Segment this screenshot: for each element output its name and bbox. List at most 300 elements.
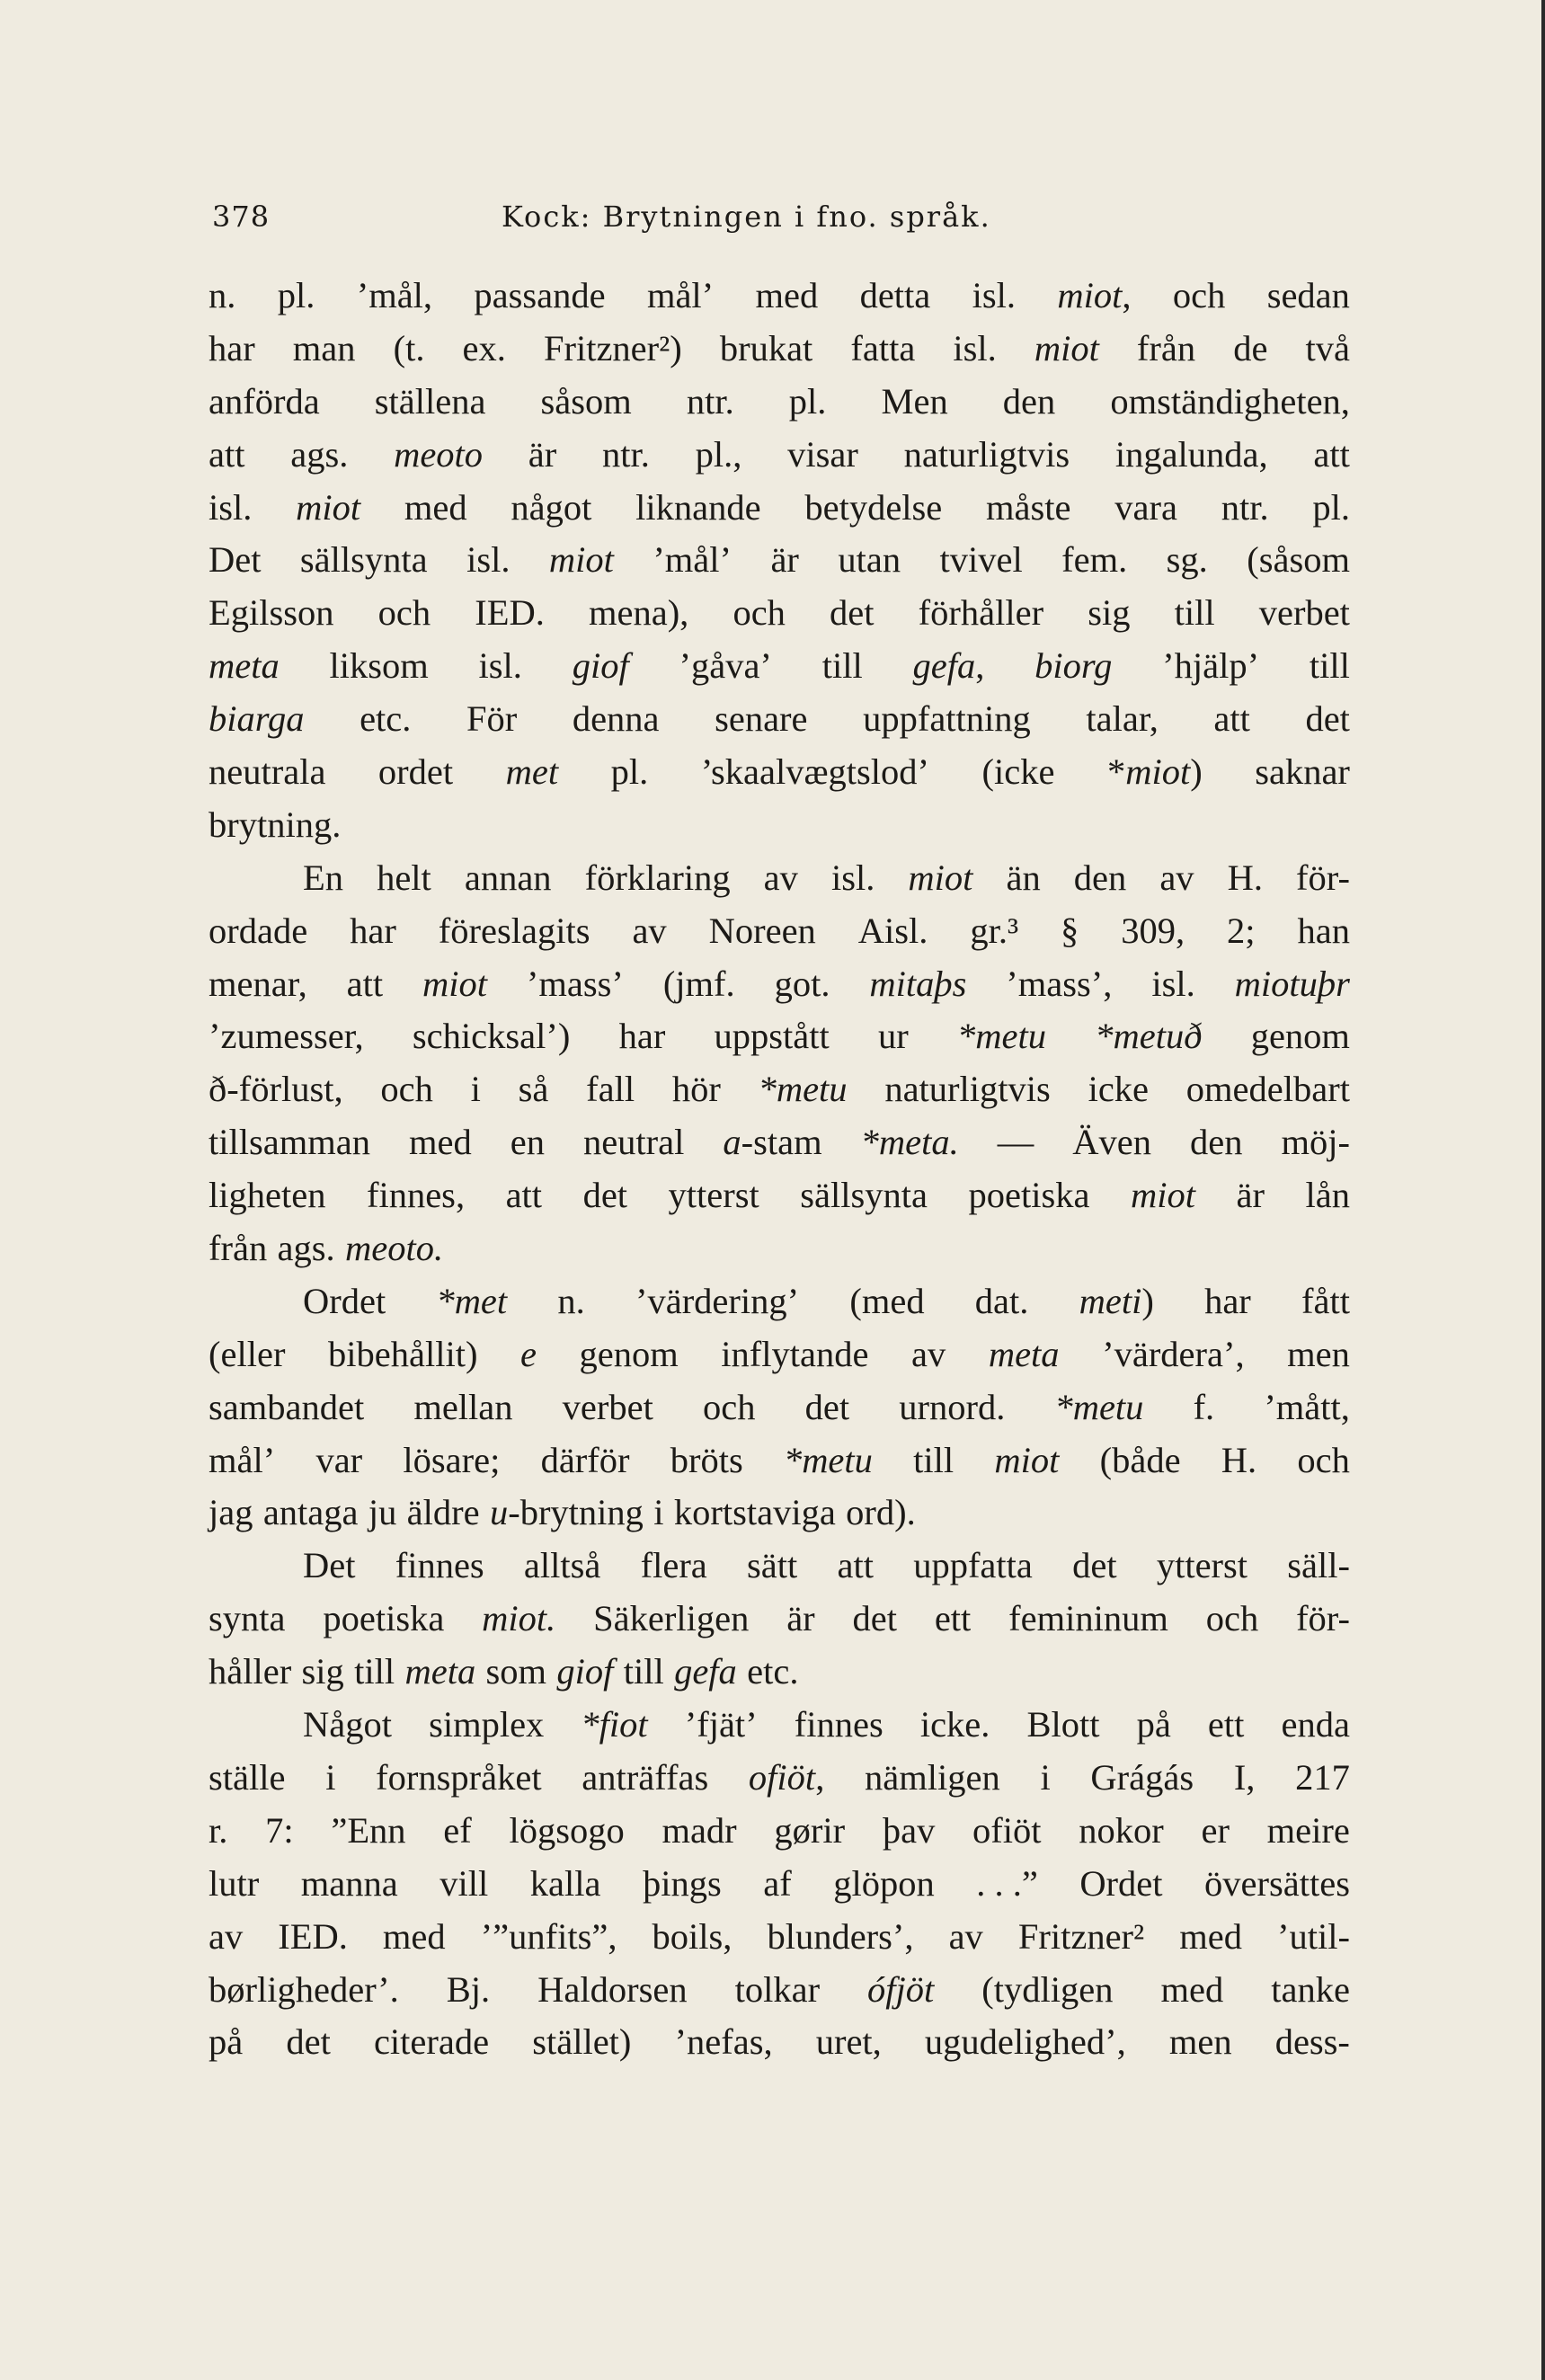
word-part: och [1297,1439,1350,1480]
italic-term: *metu [957,1016,1046,1057]
word [749,1752,824,1805]
word-part: mål’ [209,1439,276,1480]
word [1057,270,1131,323]
word-part: säll- [1287,1545,1350,1586]
word-part: ntr. [602,433,650,475]
word [404,1646,475,1699]
word [520,1328,537,1381]
word [641,1540,707,1593]
word-part: (tydligen [981,1968,1114,2010]
word-part: ställe [209,1756,286,1798]
word-part: ’mål’ [653,539,733,581]
word-part: synta [209,1598,286,1639]
word [858,905,928,958]
word [422,958,487,1011]
word-part: ord). [846,1492,916,1533]
word-part: Det [303,1545,356,1586]
word [209,534,261,587]
text-line [209,1911,1350,1964]
word-part: ytterst [1156,1545,1248,1586]
word-part: nämligen [865,1756,1000,1798]
word [345,1222,443,1275]
word [1137,1699,1171,1752]
word [669,1169,759,1222]
word [635,482,760,535]
text-line [209,587,1350,640]
word-part: genom [579,1333,679,1374]
word [407,1487,480,1540]
word [1054,1381,1143,1434]
text-line [209,1487,1350,1540]
word [674,1487,836,1540]
word [869,958,966,1011]
word [581,1699,647,1752]
word [1235,958,1350,1011]
word [830,587,874,640]
word-part: och [1172,275,1226,315]
word-part: det [1305,698,1350,740]
word-part: sedan [1266,275,1350,315]
word [865,1752,1000,1805]
word [1234,1752,1256,1805]
word [511,1116,545,1169]
word [209,1328,285,1381]
word [1237,1169,1265,1222]
word [209,2016,243,2069]
word [443,1805,471,1858]
word-part: pl. [610,751,649,793]
word-part: liknande [635,486,761,528]
word [1264,1381,1350,1434]
word-part: ställena [374,380,486,422]
word [1295,1752,1350,1805]
word [1175,587,1215,640]
word-part: , [815,1756,825,1798]
word [670,1434,743,1488]
word-part: Fritzner² [1017,1915,1145,1957]
word [1275,2016,1350,2069]
word [816,2016,882,2069]
word [530,1858,601,1911]
word [853,1593,897,1646]
italic-term: ofiöt [748,1756,816,1798]
word [395,1540,484,1593]
word [663,958,735,1011]
italic-term: *met [436,1280,508,1321]
text-line [209,1593,1350,1646]
word-part: § [1061,910,1079,951]
word-part: gr.³ [970,910,1019,951]
word-part: från [1136,327,1196,369]
word [209,587,334,640]
italic-term: u [489,1492,509,1533]
italic-term: biarga [209,698,305,740]
word [209,905,307,958]
word-part: icke. [919,1704,990,1745]
word [1296,1593,1350,1646]
text-line [209,1328,1350,1381]
word [1271,1964,1350,2017]
italic-term: gefa [912,645,976,687]
word [1027,1699,1100,1752]
word [209,958,307,1011]
word [1072,1116,1151,1169]
text-line [209,905,1350,958]
word [375,376,486,429]
word-part: (med [849,1280,925,1321]
word-part: Ordet [303,1280,386,1321]
word-part: kalla [529,1862,601,1904]
word-part: hör [671,1069,721,1110]
word-part: Noreen [708,910,816,951]
word-part: sambandet [209,1386,365,1427]
word [989,1328,1060,1381]
word-part: men [1287,1333,1350,1374]
word-part: uppfatta [913,1545,1033,1586]
italic-term: miot [994,1439,1060,1480]
word-part: got. [774,963,830,1004]
word [506,1169,542,1222]
word-part: översättes [1204,1862,1350,1904]
word-part: utan [838,539,901,581]
text-line [209,1699,1350,1752]
word [394,429,483,482]
word-part: manna [300,1862,398,1904]
word [328,1328,477,1381]
word-part: ugudelighed’, [924,2021,1126,2063]
text-line [209,1222,1350,1275]
word [1102,1328,1245,1381]
word-part: 2; [1227,910,1256,951]
word [330,640,429,693]
word [787,429,858,482]
word-part: stället) [532,2021,632,2063]
word-part: isl. [466,539,511,581]
word-part: uppstått [714,1016,830,1057]
word [822,640,863,693]
word-part: ex. [462,327,506,369]
word-part: Något [303,1704,392,1745]
word [1277,1911,1350,1964]
word-part: meire [1266,1809,1350,1851]
word-part: ligheten [209,1175,326,1216]
text-line [209,534,1350,587]
word-part: ett [1207,1704,1245,1745]
word [849,1275,924,1328]
word-part: förhåller [918,592,1044,634]
word-part: ’fjät’ [684,1704,758,1745]
word-part: Även [1072,1122,1151,1163]
italic-term: miot [422,963,488,1004]
word [413,1381,512,1434]
word [1259,587,1350,640]
word [733,587,785,640]
italic-term: biorg [1034,645,1113,687]
word-part: sig [1088,592,1131,634]
text-line [209,852,1350,905]
word [589,587,688,640]
word [586,1063,635,1116]
word [1296,852,1350,905]
word-part: isl. [972,275,1017,315]
word-part: brytning. [209,804,342,845]
word-part: isl. [209,486,253,528]
word-part: med [1179,1915,1242,1957]
word [764,852,798,905]
word [383,1911,446,1964]
word-part: bröts [670,1439,743,1480]
word [303,1540,355,1593]
word-part: förklaring [584,857,731,898]
word [1169,2016,1232,2069]
word-part: ’gåva’ [679,645,772,687]
word [908,852,972,905]
word-part: var [315,1439,363,1480]
word [209,1805,227,1858]
word [1204,1275,1251,1328]
word-part: till [913,1439,955,1480]
word-part: omständigheten, [1110,380,1350,422]
word [278,270,315,323]
word [975,1275,1029,1328]
word [789,376,827,429]
word-part: nokor [1079,1809,1164,1851]
word-part: äldre [406,1492,480,1533]
word [805,1381,849,1434]
word [556,1646,613,1699]
word-part: ’util- [1277,1915,1350,1957]
word-part: finnes [395,1545,484,1586]
word [541,376,632,429]
word-part: för- [1296,857,1350,898]
word-part: en [510,1122,545,1163]
word [509,1805,624,1858]
word-part: , [1122,275,1132,315]
word-part: simplex [429,1704,545,1745]
word-part: ett [934,1598,972,1639]
word-part: Blott [1026,1704,1100,1745]
word-part: med [382,1915,446,1957]
word-part: som [485,1651,547,1692]
word [1305,693,1349,746]
word-part: uppfattning [863,698,1031,740]
word [1221,482,1269,535]
word [436,1275,507,1328]
italic-term: miot [908,857,973,898]
word-part: ) [1190,751,1203,793]
word [685,1699,758,1752]
word [209,799,341,852]
word [403,1434,500,1488]
word-part: ) [1141,1280,1154,1321]
word-part: visar [787,433,858,475]
word-part: H. [1227,857,1263,898]
word [465,852,552,905]
word [1061,534,1127,587]
word-part: mena), [588,592,689,634]
word [786,1593,814,1646]
word [1228,852,1263,905]
word-part: -stam [741,1122,822,1163]
word-part: ’mål, [356,275,433,315]
word-part: Egilsson [209,592,334,634]
word [998,1116,1034,1169]
word-part: det [830,592,875,634]
word [1137,323,1195,376]
word-part: inflytande [721,1333,869,1374]
word-part: Aisl. [857,910,928,951]
italic-term: meta [988,1333,1060,1374]
text-line [209,1010,1350,1063]
word [209,1063,343,1116]
word-part: (t. [393,327,425,369]
word [1186,1063,1350,1116]
word-part: man [292,327,356,369]
italic-term: e [519,1333,537,1374]
word [1287,1540,1350,1593]
word [315,1434,362,1488]
word [524,1540,600,1593]
word [209,1116,370,1169]
page-number: 378 [212,200,271,234]
word-part: fem. [1061,539,1128,581]
word-part: med [1160,1968,1224,2010]
word-part: fornspråket [376,1756,542,1798]
word-part: pl. [277,275,315,315]
word-part: till [821,645,863,687]
word [982,746,1055,799]
word-part: ur [878,1016,909,1057]
word-part: alltså [523,1545,601,1586]
word-part: det [286,2021,331,2063]
word-part: ’hjälp’ [1162,645,1260,687]
word [409,1116,472,1169]
word [302,1646,344,1699]
word-part: urnord. [899,1386,1006,1427]
running-title: Kock: Brytningen i fno. språk. [502,200,991,234]
word [1006,852,1040,905]
word-part: på [209,2021,244,2063]
italic-term: *fiot [581,1704,648,1745]
word [506,746,558,799]
word-part: fall [586,1069,635,1110]
word [647,270,714,323]
word [296,482,360,535]
word-part: Grágás [1090,1756,1194,1798]
word [209,1222,267,1275]
word-part: helt [377,857,431,898]
word-part: ”Enn [331,1809,406,1851]
body-text [209,270,1350,2069]
word-part: ’mass’ [526,963,624,1004]
word-part: icke [1088,1069,1150,1110]
word [611,746,649,799]
word-part: har [618,1016,666,1057]
word-part: ntr. [1221,486,1269,528]
text-line [209,746,1350,799]
word [549,534,614,587]
word [278,1911,348,1964]
word [1131,1169,1195,1222]
word-part: på [1136,1704,1171,1745]
word-part: ef [443,1809,472,1851]
word [1110,376,1350,429]
word [1305,1169,1349,1222]
word-part: liksom [329,645,429,687]
word-part: men [1168,2021,1232,2063]
word [583,1169,627,1222]
word [770,534,798,587]
word [1281,1116,1350,1169]
text-line [209,429,1350,482]
word-part: av [1159,857,1194,898]
word [323,1593,444,1646]
word-part: þings [642,1862,722,1904]
word-part: är [786,1598,815,1639]
word-part: av [911,1333,946,1374]
word [747,1646,798,1699]
word [1312,482,1350,535]
word [360,693,411,746]
word [619,1010,666,1063]
word-part: i [325,1756,336,1798]
italic-term: a [723,1122,741,1163]
italic-term: meoto. [344,1228,444,1269]
word-part: naturligtvis [903,433,1070,475]
word [1213,693,1249,746]
word [1040,1752,1050,1805]
word [404,482,467,535]
word-part: anförda [209,380,320,422]
word-part: H. [1221,1439,1257,1480]
word-part: med [408,1122,472,1163]
word [911,1328,946,1381]
word [925,2016,1126,2069]
word [209,1169,325,1222]
italic-term: ófjöt [867,1968,935,2010]
italic-term: miot [1057,275,1123,315]
word-part: Fritzner²) [543,327,682,369]
word [1107,746,1203,799]
word-part: børligheder’. [209,1968,399,2010]
word-part: lögsogo [509,1809,625,1851]
word-part: 217 [1295,1756,1350,1798]
word-part: denna [572,698,660,740]
word [209,1010,364,1063]
word-part: den [1189,1122,1243,1163]
word-part: och [733,592,786,634]
word-part: Haldorsen [537,1968,688,2010]
word-part: isl. [953,327,997,369]
word [209,1593,286,1646]
page-edge [1541,0,1545,2380]
word [904,429,1070,482]
italic-term: giof [556,1651,614,1692]
word-part: möj- [1281,1122,1350,1163]
word [775,958,830,1011]
word-part: citerade [373,2021,490,2063]
word [643,1858,722,1911]
word-part: ’skaalvægtslod’ [700,751,929,793]
word [300,534,428,587]
word-part: det [582,1175,628,1216]
page-header [212,200,1345,244]
word-part: till [1174,592,1215,634]
word-part: boils, [652,1915,733,1957]
word [466,534,510,587]
word-part: med [404,486,467,528]
word-part: har [1204,1280,1251,1321]
